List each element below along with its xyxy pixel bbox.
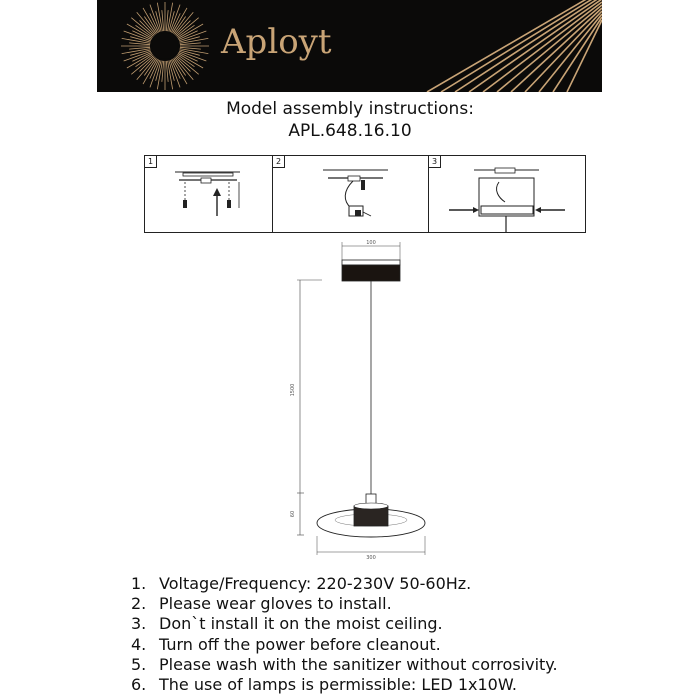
total-height-label: 1500 <box>290 383 296 397</box>
instructions-list <box>131 574 558 695</box>
step-3-panel <box>429 156 585 232</box>
document-title <box>0 98 700 142</box>
list-item: 5. Please wash with the sanitizer without corrosivity. <box>131 654 558 674</box>
step-3-illustration <box>429 156 585 232</box>
list-item: 6. The use of lamps is permissible: LED 1x10W. <box>131 675 517 695</box>
model-number: APL.648.16.10 <box>288 121 412 141</box>
step-number: 1 <box>145 156 157 168</box>
list-item: 1. Voltage/Frequency: 220-230V 50-60Hz. <box>131 574 472 593</box>
step-number: 3 <box>429 156 441 168</box>
sun-logo-icon <box>97 0 602 92</box>
brand-name: Aployt <box>221 22 332 62</box>
step-1-illustration <box>145 156 272 232</box>
step-2-panel <box>273 156 428 232</box>
step-2-illustration <box>273 156 428 232</box>
canopy-width-label: 100 <box>366 240 376 246</box>
brand-banner <box>97 0 602 92</box>
step-number: 2 <box>273 156 285 168</box>
shade-diameter-label: 300 <box>366 555 376 561</box>
shade-height-label: 60 <box>290 510 296 518</box>
title-line: Model assembly instructions: <box>226 99 474 119</box>
assembly-steps <box>144 155 586 233</box>
list-item: 4. Turn off the power before cleanout. <box>131 634 441 654</box>
product-dimension-drawing <box>280 240 440 569</box>
list-item: 2. Please wear gloves to install. <box>131 594 392 614</box>
step-1-panel <box>145 156 272 232</box>
list-item: 3. Don`t install it on the moist ceiling. <box>131 614 443 634</box>
